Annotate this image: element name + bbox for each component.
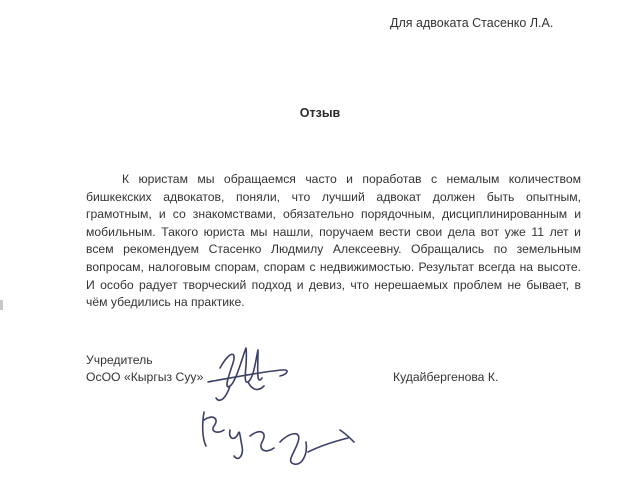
- handwritten-signature: [190, 338, 380, 480]
- review-body-text: К юристам мы обращаемся часто и поработав с немалым количеством бишкекских адвокатов, поняли, что лучший адвокат должен быть опытным, грамотным, и со знакомствами, обязательно порядочным, дисциплинированным и мобильным. Такого юриста мы нашли, поручаем вести свои дела вот уже 11 лет и всем рекомендуем Стасенко Людмилу Алексеевну. Обращались по земельным вопросам, налоговым спорам, спорам с недвижимостью. Результат всегда на высоте. И особо радует творческий подход и девиз, что нерешаемых проблем не бывает, в чём убедились на практике.: [86, 172, 581, 310]
- scan-margin-mark: [0, 300, 3, 310]
- signer-role: Учредитель: [86, 353, 153, 367]
- addressee-line: Для адвоката Стасенко Л.А.: [390, 16, 554, 30]
- document-title: Отзыв: [299, 106, 341, 120]
- organization-name: ОсОО «Кыргыз Суу»: [86, 370, 204, 384]
- signer-name: Кудайбергенова К.: [393, 370, 499, 384]
